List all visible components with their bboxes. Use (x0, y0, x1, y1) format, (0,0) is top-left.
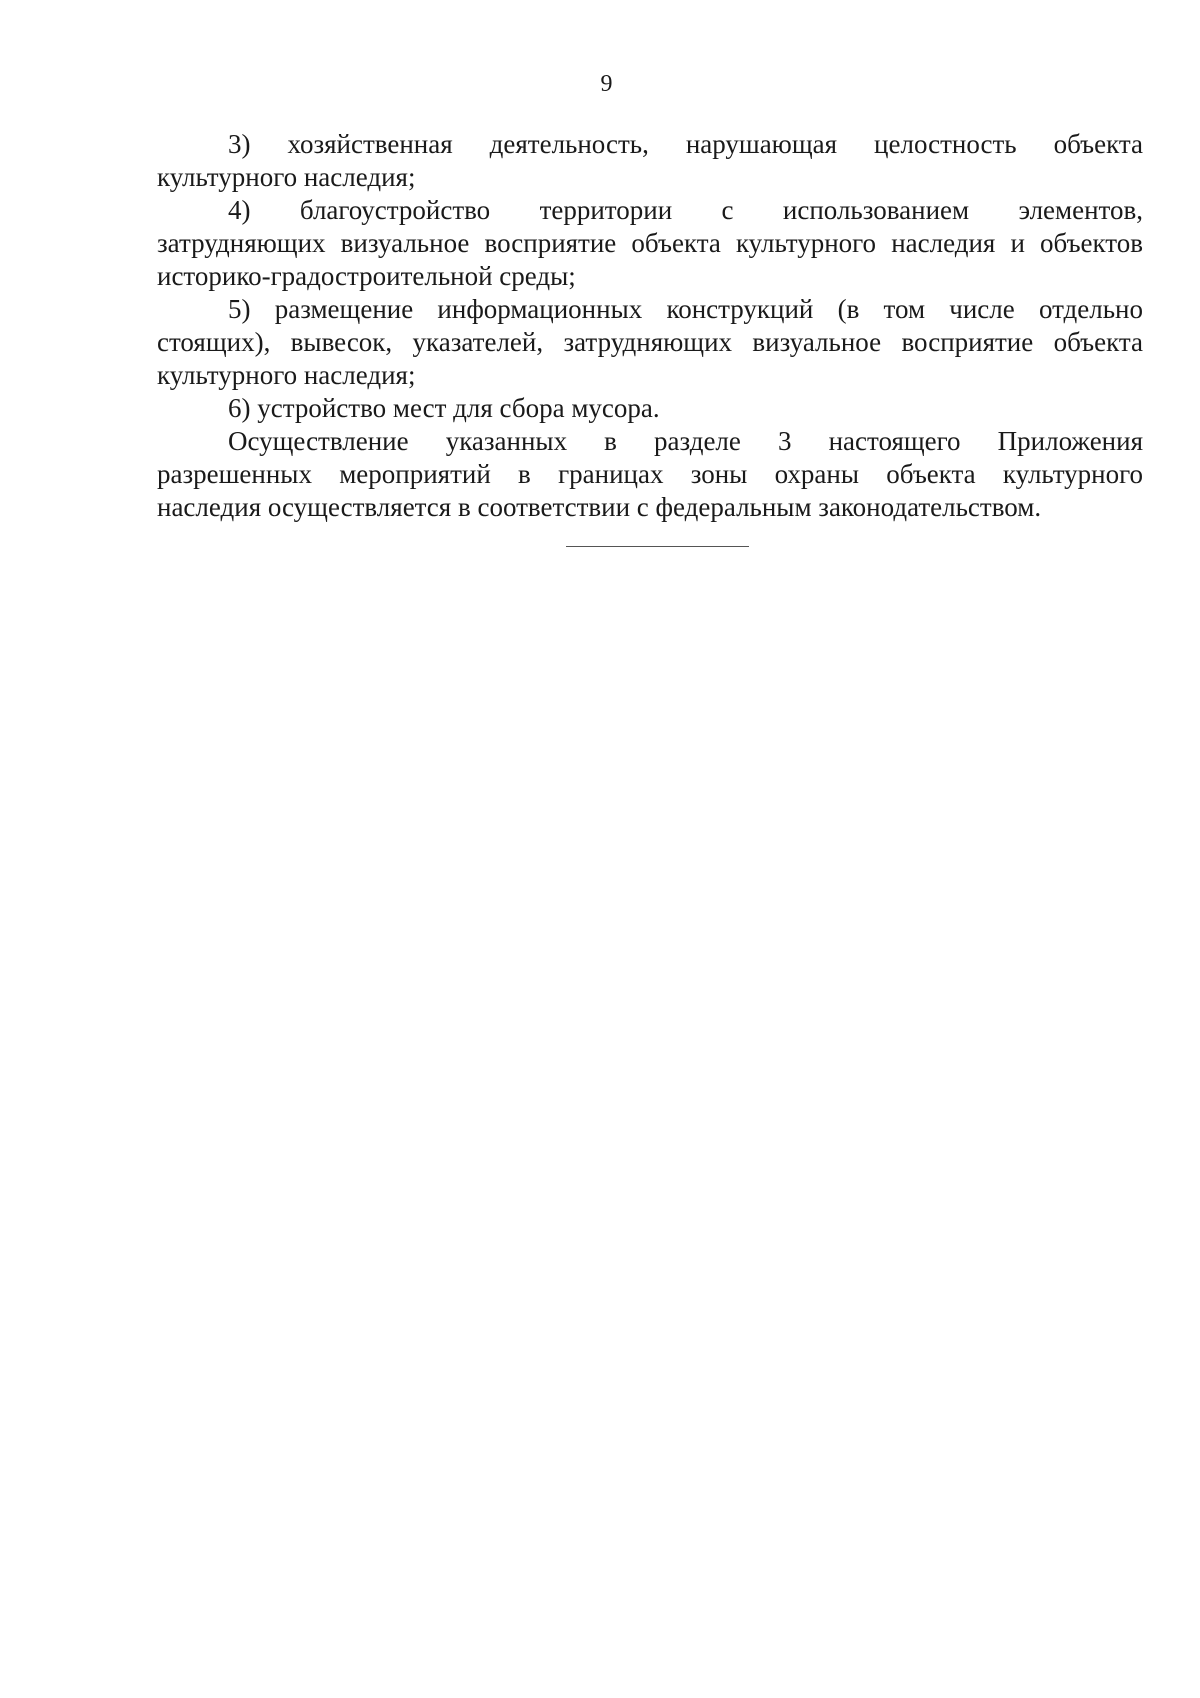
text-line: культурного наследия; (157, 360, 416, 390)
paragraph-item-5 (157, 293, 1143, 392)
text-line: 4) благоустройство территории с использованием элементов, (228, 195, 1143, 225)
text-line: 6) устройство мест для сбора мусора. (228, 393, 660, 423)
text-line: затрудняющих визуальное восприятие объекта культурного наследия и объектов (157, 228, 1143, 258)
paragraph-item-3 (157, 128, 1143, 194)
text-line: стоящих), вывесок, указателей, затрудняющих визуальное восприятие объекта (157, 327, 1143, 357)
text-line: историко-градостроительной среды; (157, 261, 576, 291)
text-line: наследия осуществляется в соответствии с федеральным законодательством. (157, 492, 1042, 522)
text-line: культурного наследия; (157, 162, 416, 192)
paragraph-conclusion (157, 425, 1143, 524)
text-line: Осуществление указанных в разделе 3 настоящего Приложения (228, 426, 1143, 456)
paragraph-item-4 (157, 194, 1143, 293)
text-line: 3) хозяйственная деятельность, нарушающая целостность объекта (228, 129, 1143, 159)
end-separator-line (566, 546, 749, 547)
document-body (157, 128, 1143, 524)
text-line: разрешенных мероприятий в границах зоны охраны объекта культурного (157, 459, 1143, 489)
page-number: 9 (600, 71, 613, 97)
text-line: 5) размещение информационных конструкций (в том числе отдельно (228, 294, 1143, 324)
paragraph-item-6 (157, 392, 1143, 425)
